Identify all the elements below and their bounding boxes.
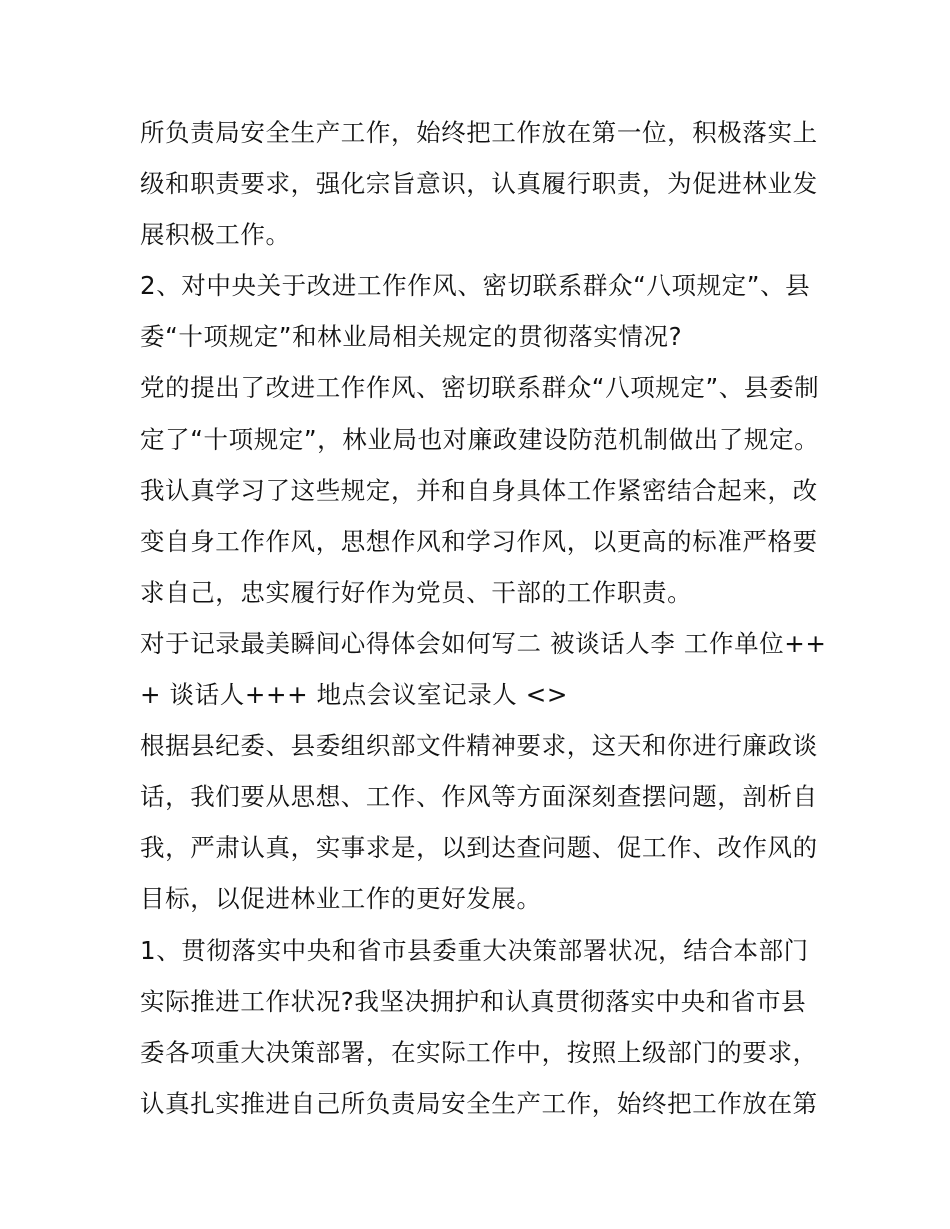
text-line: 党的提出了改进工作作风、密切联系群众“八项规定”、县委制 xyxy=(140,373,820,403)
text-line: 展积极工作。 xyxy=(140,220,291,250)
text-line: 级和职责要求，强化宗旨意识，认真履行职责，为促进林业发 xyxy=(140,169,818,199)
text-line: 对于记录最美瞬间心得体会如何写二 被谈话人李 工作单位++ xyxy=(140,628,827,658)
document-body xyxy=(140,107,827,1129)
text-line: 求自己，忠实履行好作为党员、干部的工作职责。 xyxy=(140,577,693,607)
text-line: 委各项重大决策部署，在实际工作中，按照上级部门的要求， xyxy=(140,1037,818,1067)
text-line: 我，严肃认真，实事求是，以到达查问题、促工作、改作风的 xyxy=(140,833,818,863)
text-line: 实际推进工作状况?我坚决拥护和认真贯彻落实中央和省市县 xyxy=(140,986,807,1016)
text-line: + 谈话人+++ 地点会议室记录人 <> xyxy=(140,680,569,710)
text-line: 委“十项规定”和林业局相关规定的贯彻落实情况? xyxy=(140,322,683,352)
text-line: 变自身工作作风，思想作风和学习作风，以更高的标准严格要 xyxy=(140,526,818,556)
text-line: 所负责局安全生产工作，始终把工作放在第一位，积极落实上 xyxy=(140,118,818,147)
text-line: 1、贯彻落实中央和省市县委重大决策部署状况，结合本部门 xyxy=(140,935,809,965)
text-line: 我认真学习了这些规定，并和自身具体工作紧密结合起来，改 xyxy=(140,475,818,505)
text-line: 根据县纪委、县委组织部文件精神要求，这天和你进行廉政谈 xyxy=(140,731,818,761)
text-line: 定了“十项规定”，林业局也对廉政建设防范机制做出了规定。 xyxy=(140,424,820,454)
text-line: 目标，以促进林业工作的更好发展。 xyxy=(140,884,542,914)
text-line: 话，我们要从思想、工作、作风等方面深刻查摆问题，剖析自 xyxy=(140,782,818,812)
text-line: 认真扎实推进自己所负责局安全生产工作，始终把工作放在第 xyxy=(140,1088,818,1118)
text-line: 2、对中央关于改进工作作风、密切联系群众“八项规定”、县 xyxy=(140,271,811,301)
